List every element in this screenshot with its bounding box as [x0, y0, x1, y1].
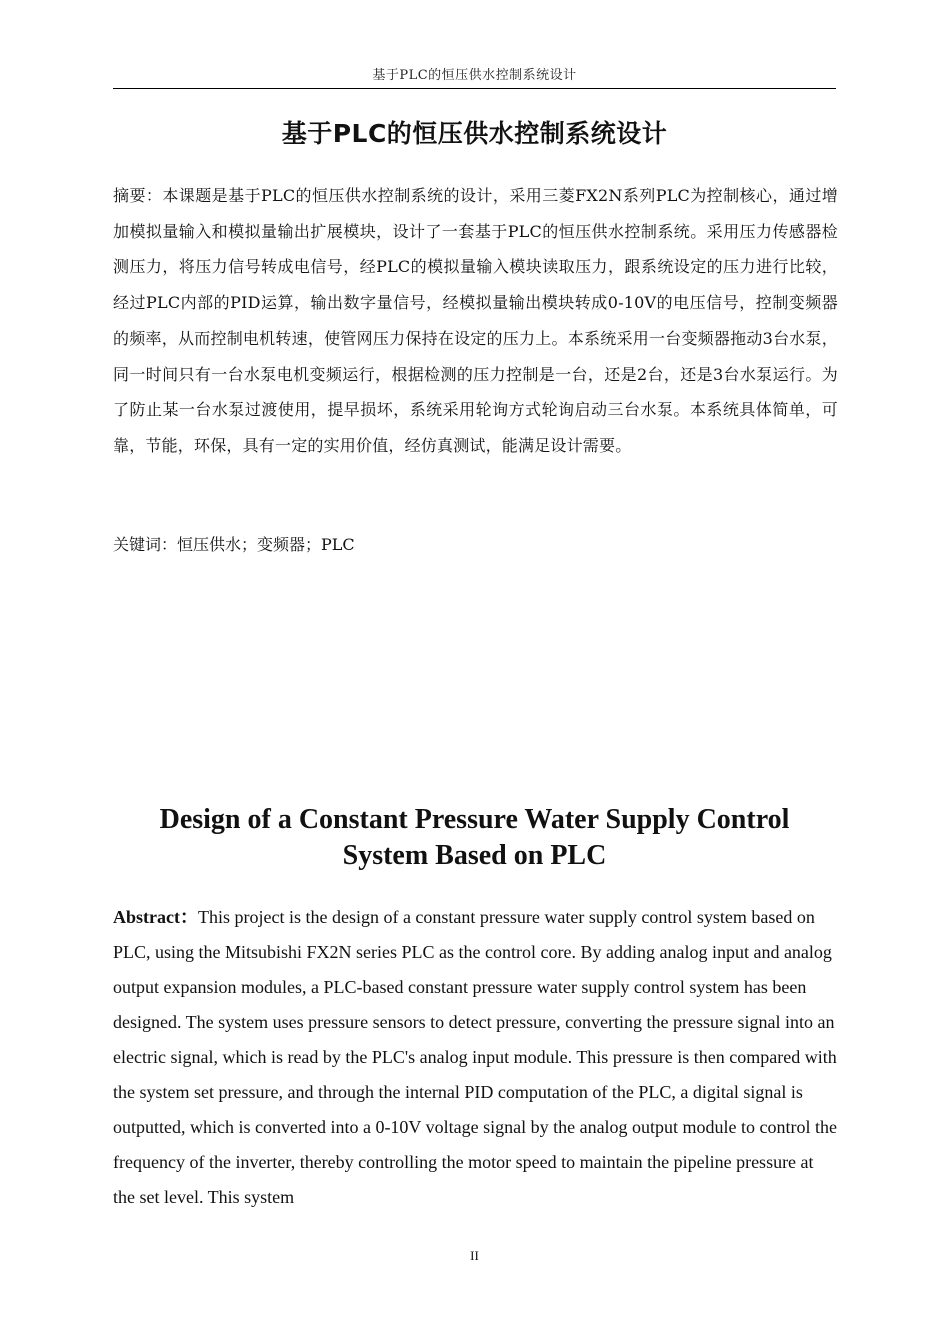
- running-header: 基于PLC的恒压供水控制系统设计: [372, 68, 577, 83]
- chinese-abstract-text: 本课题是基于PLC的恒压供水控制系统的设计，采用三菱FX2N系列PLC为控制核心，通过增加模拟量输入和模拟量输出扩展模块，设计了一套基于PLC的恒压供水控制系统。采用压力传感器检测压力，将压力信号转成电信号，经PLC的模拟量输入模块读取压力，跟系统设定的压力进行比较，经过PLC内部的PID运算，输出数字量信号，经模拟量输出模块转成0-10V的电压信号，控制变频器的频率，从而控制电机转速，使管网压力保持在设定的压力上。本系统采用一台变频器拖动3台水泵，同一时间只有一台水泵电机变频运行，根据检测的压力控制是一台，还是2台，还是3台水泵运行。为了防止某一台水泵过渡使用，提早损坏，系统采用轮询方式轮询启动三台水泵。本系统具体简单，可靠，节能，环保，具有一定的实用价值，经仿真测试，能满足设计需要。: [113, 186, 838, 455]
- chinese-title: 基于PLC的恒压供水控制系统设计: [281, 119, 668, 148]
- chinese-abstract-label: 摘要：: [113, 186, 163, 205]
- english-abstract: [113, 900, 838, 1215]
- page-number: II: [470, 1248, 479, 1263]
- english-title: [113, 802, 836, 874]
- chinese-keywords-text: 恒压供水；变频器；PLC: [177, 535, 355, 554]
- chinese-abstract: [113, 178, 838, 464]
- english-abstract-text: This project is the design of a constant pressure water supply control system based on PLC, using the Mitsubishi FX2N series PLC as the control core. By adding analog input and analog output expansion modules, a PLC-based constant pressure water supply control system has been designed. The system uses pressure sensors to detect pressure, converting the pressure signal into an electric signal, which is read by the PLC's analog input module. This pressure is then compared with the system set pressure, and through the internal PID computation of the PLC, a digital signal is outputted, which is converted into a 0-10V voltage signal by the analog output module to control the frequency of the inverter, thereby controlling the motor speed to maintain the pipeline pressure at the set level. This system: [113, 907, 838, 1207]
- english-title-line-1: Design of a Constant Pressure Water Supply Control: [159, 804, 790, 835]
- chinese-keywords: [113, 527, 836, 562]
- chinese-keywords-label: 关键词：: [113, 535, 178, 554]
- english-title-line-2: System Based on PLC: [342, 840, 607, 871]
- english-abstract-label: Abstract：: [113, 907, 198, 927]
- header-rule: [113, 88, 836, 89]
